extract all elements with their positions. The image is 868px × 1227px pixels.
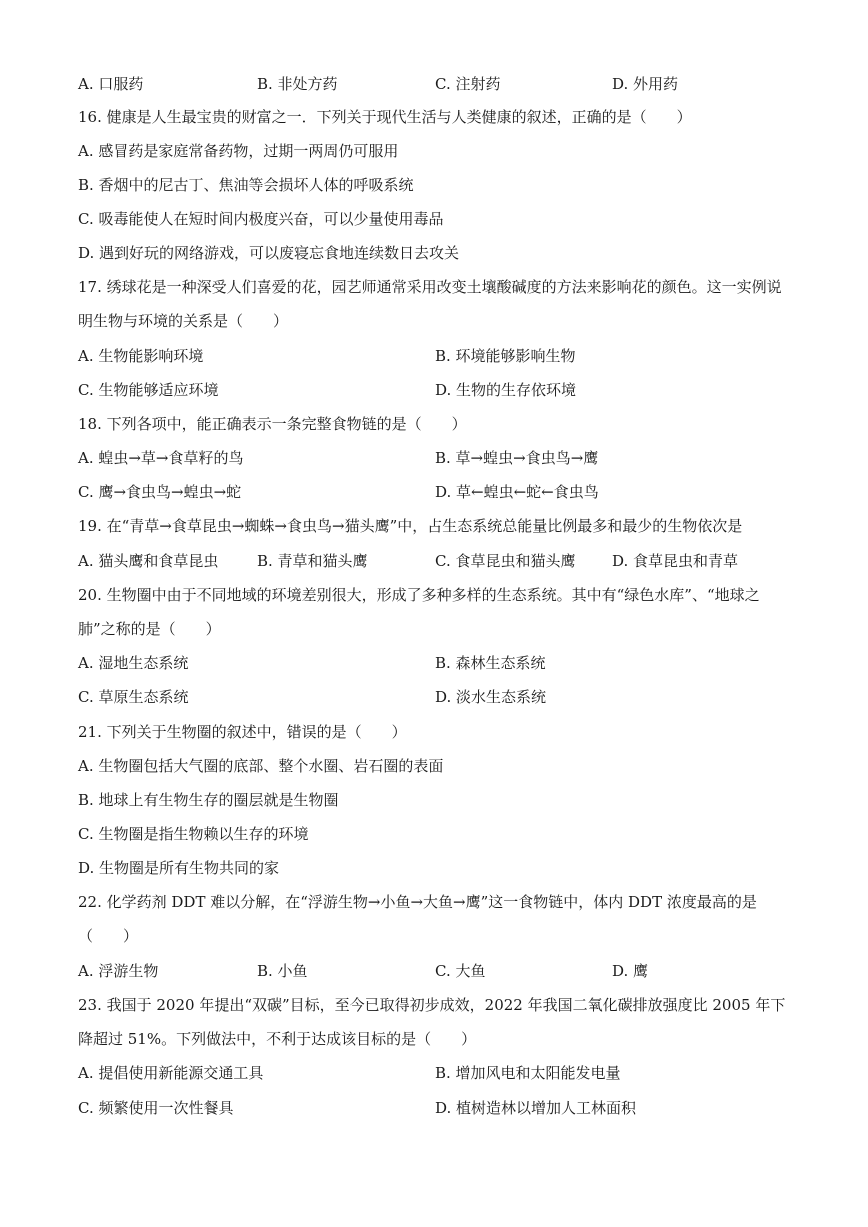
q19-stem: 19. 在“青草→食草昆虫→蜘蛛→食虫鸟→猫头鹰”中，占生态系统总能量比例最多和最少的生物依次是 [78, 517, 743, 535]
q17-stem-line2: 明生物与环境的关系是（ ） [78, 312, 289, 330]
q23-option-b: B. 增加风电和太阳能发电量 [435, 1064, 621, 1082]
q21-option-d: D. 生物圈是所有生物共同的家 [78, 859, 280, 877]
q15-option-c: C. 注射药 [435, 75, 501, 93]
q20-stem-line1: 20. 生物圈中由于不同地域的环境差别很大，形成了多种多样的生态系统。其中有“绿色水库”、“地球之 [78, 586, 760, 604]
q19-option-c: C. 食草昆虫和猫头鹰 [435, 552, 576, 570]
q17-option-c: C. 生物能够适应环境 [78, 381, 219, 399]
q22-option-b: B. 小鱼 [257, 962, 308, 980]
q16-option-d: D. 遇到好玩的网络游戏，可以废寝忘食地连续数日去攻关 [78, 244, 460, 262]
q17-option-b: B. 环境能够影响生物 [435, 347, 576, 365]
q22-stem-line1: 22. 化学药剂 DDT 难以分解，在“浮游生物→小鱼→大鱼→鹰”这一食物链中，体内 DDT 浓度最高的是 [78, 893, 757, 911]
q16-stem: 16. 健康是人生最宝贵的财富之一．下列关于现代生活与人类健康的叙述，正确的是（ ） [78, 108, 692, 126]
q23-option-d: D. 植树造林以增加人工林面积 [435, 1099, 637, 1117]
q23-stem-line2: 降超过 51%。下列做法中，不利于达成该目标的是（ ） [78, 1030, 477, 1048]
q17-option-d: D. 生物的生存依环境 [435, 381, 577, 399]
q21-option-b: B. 地球上有生物生存的圈层就是生物圈 [78, 791, 339, 809]
q22-option-c: C. 大鱼 [435, 962, 486, 980]
q16-option-c: C. 吸毒能使人在短时间内极度兴奋，可以少量使用毒品 [78, 210, 444, 228]
q23-stem-line1: 23. 我国于 2020 年提出“双碳”目标，至今已取得初步成效，2022 年我国二氧化碳排放强度比 2005 年下 [78, 996, 786, 1014]
q16-option-a: A. 感冒药是家庭常备药物，过期一两周仍可服用 [78, 142, 399, 160]
q22-option-a: A. 浮游生物 [78, 962, 159, 980]
q20-option-d: D. 淡水生态系统 [435, 688, 547, 706]
q15-option-a: A. 口服药 [78, 75, 144, 93]
q17-stem-line1: 17. 绣球花是一种深受人们喜爱的花，园艺师通常采用改变土壤酸碱度的方法来影响花的颜色。这一实例说 [78, 278, 782, 296]
q18-option-c: C. 鹰→食虫鸟→蝗虫→蛇 [78, 483, 242, 501]
q16-option-b: B. 香烟中的尼古丁、焦油等会损坏人体的呼吸系统 [78, 176, 414, 194]
q15-option-b: B. 非处方药 [257, 75, 338, 93]
q19-option-a: A. 猫头鹰和食草昆虫 [78, 552, 219, 570]
q22-stem-line2: （ ） [78, 927, 139, 945]
q23-option-c: C. 频繁使用一次性餐具 [78, 1099, 234, 1117]
q20-stem-line2: 肺”之称的是（ ） [78, 620, 221, 638]
q23-option-a: A. 提倡使用新能源交通工具 [78, 1064, 264, 1082]
q19-option-d: D. 食草昆虫和青草 [612, 552, 739, 570]
q20-option-b: B. 森林生态系统 [435, 654, 546, 672]
q20-option-c: C. 草原生态系统 [78, 688, 189, 706]
q21-option-a: A. 生物圈包括大气圈的底部、整个水圈、岩石圈的表面 [78, 757, 444, 775]
q18-option-a: A. 蝗虫→草→食草籽的鸟 [78, 449, 244, 467]
q18-stem: 18. 下列各项中，能正确表示一条完整食物链的是（ ） [78, 415, 467, 433]
q19-option-b: B. 青草和猫头鹰 [257, 552, 368, 570]
q18-option-d: D. 草←蝗虫←蛇←食虫鸟 [435, 483, 599, 501]
q15-option-d: D. 外用药 [612, 75, 679, 93]
q17-option-a: A. 生物能影响环境 [78, 347, 204, 365]
q21-option-c: C. 生物圈是指生物赖以生存的环境 [78, 825, 309, 843]
q18-option-b: B. 草→蝗虫→食虫鸟→鹰 [435, 449, 599, 467]
q20-option-a: A. 湿地生态系统 [78, 654, 189, 672]
q22-option-d: D. 鹰 [612, 962, 649, 980]
q21-stem: 21. 下列关于生物圈的叙述中，错误的是（ ） [78, 723, 407, 741]
